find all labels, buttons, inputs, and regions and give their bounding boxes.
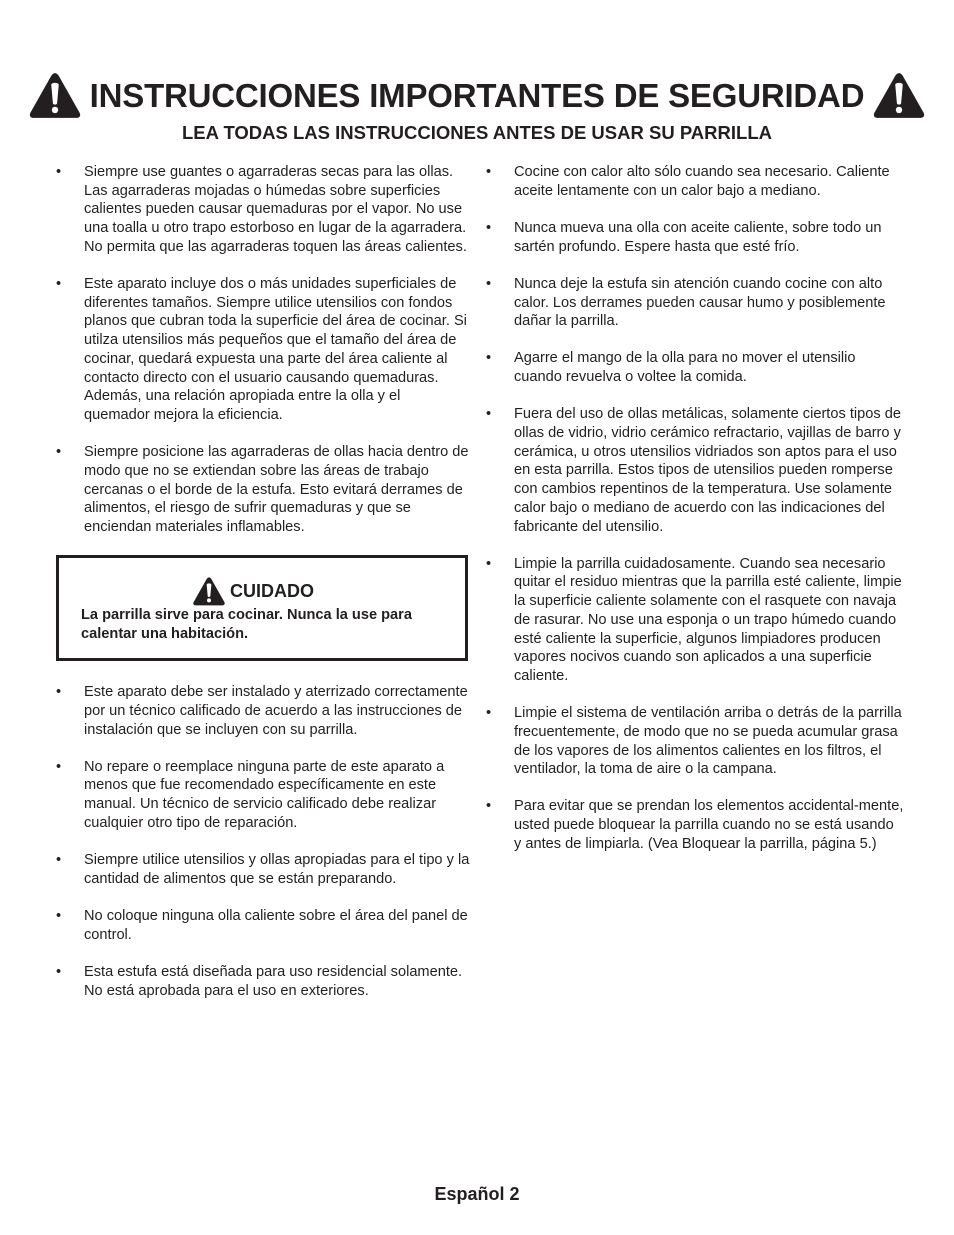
bullet: •: [56, 444, 62, 461]
list-item: [486, 555, 904, 686]
list-item-text: Este aparato incluye dos o más unidades superficiales de diferentes tamaños. Siempre utilice utensilios con fondos planos que cubran toda la superficie del área de cocinar. Si utilza utensilios más pequeños que el tamaño del área de cocinar, quedará expuesta una parte del área caliente al contacto directo con el usuario causando quemaduras. Además, una relación apropiada entre la olla y el quemador mejora la eficiencia.: [84, 276, 467, 423]
bullet: •: [486, 406, 492, 423]
list-item-text: Limpie la parrilla cuidadosamente. Cuando sea necesario quitar el residuo mientras que la parrilla esté caliente, limpie la superficie caliente solamente con el rasquete con navaja de rasurar. No use una esponja o un trapo húmedo cuando esté caliente la superficie, algunos limpiadores producen vapores nocivos cuando son aplicados a una superficie caliente.: [514, 555, 902, 684]
list-item: [56, 758, 470, 833]
list-item: [56, 907, 470, 944]
list-item-text: Limpie el sistema de ventilación arriba o detrás de la parrilla frecuentemente, de modo que no se pueda acumular grasa de los vapores de los alimentos calientes en los filtros, el ventilador, la toma de aire o la campana.: [514, 705, 902, 778]
left-column: [56, 163, 470, 1019]
bullet: •: [56, 684, 62, 701]
safety-list-bottom: [56, 683, 470, 1000]
bullet: •: [56, 276, 62, 293]
right-column: [486, 163, 904, 872]
bullet: •: [56, 758, 62, 775]
list-item: [486, 704, 904, 779]
bullet: •: [56, 907, 62, 924]
safety-list-right: [486, 163, 904, 854]
bullet: •: [486, 219, 492, 236]
bullet: •: [56, 963, 62, 980]
list-item-text: Siempre use guantes o agarraderas secas para las ollas. Las agarraderas mojadas o húmedas sobre superficies calientes pueden causar quemaduras por el vapor. No use una toalla u otro trapo estorboso en lugar de la agarradera. No permita que las agarraderas toquen las áreas calientes.: [84, 164, 467, 255]
list-item-text: Agarre el mango de la olla para no mover el utensilio cuando revuelva o voltee la comida.: [514, 350, 856, 386]
list-item-text: Siempre posicione las agarraderas de ollas hacia dentro de modo que no se extiendan sobre las áreas de trabajo cercanas o el borde de la estufa. Esto evitará derrames de alimentos, el riesgo de sufrir quemaduras y que se enciendan materiales inflamables.: [84, 444, 469, 535]
list-item: [56, 443, 470, 537]
list-item-text: Cocine con calor alto sólo cuando sea necesario. Caliente aceite lentamente con un calor bajo a mediano.: [514, 164, 890, 199]
warning-triangle-icon: [192, 576, 226, 606]
caution-label: CUIDADO: [230, 580, 314, 601]
list-item-text: Para evitar que se prendan los elementos accidental-mente, usted puede bloquear la parrilla cuando no se está usando y antes de limpiarla. (Vea Bloquear la parrilla, página 5.): [514, 798, 904, 852]
list-item-text: No coloque ninguna olla caliente sobre el área del panel de control.: [84, 907, 468, 943]
bullet: •: [486, 350, 492, 367]
page-number: Español 2: [434, 1184, 520, 1204]
caution-box: [56, 555, 468, 661]
list-item-text: No repare o reemplace ninguna parte de este aparato a menos que fue recomendado específicamente en este manual. Un técnico de servicio calificado debe realizar cualquier otro tipo de reparación.: [84, 758, 445, 831]
bullet: •: [486, 705, 492, 722]
caution-header: [51, 576, 455, 606]
safety-list-top: [56, 163, 470, 537]
list-item: [486, 349, 904, 386]
list-item: [56, 163, 470, 257]
warning-triangle-icon: [28, 71, 82, 119]
caution-text: La parrilla sirve para cocinar. Nunca la use para calentar una habitación.: [81, 607, 412, 642]
list-item: [486, 219, 904, 256]
list-item-text: Esta estufa está diseñada para uso residencial solamente. No está aprobada para el uso en exteriores.: [84, 963, 463, 999]
list-item: [56, 851, 470, 888]
list-item: [486, 405, 904, 536]
list-item: [486, 275, 904, 331]
list-item: [486, 797, 904, 853]
bullet: •: [486, 164, 492, 180]
bullet: •: [486, 275, 492, 292]
bullet: •: [56, 852, 62, 869]
list-item-text: Este aparato debe ser instalado y aterrizado correctamente por un técnico calificado de acuerdo a las instrucciones de instalación que se incluyen con su parrilla.: [84, 684, 468, 738]
bullet: •: [56, 164, 62, 180]
bullet: •: [486, 798, 492, 815]
page-subtitle: LEA TODAS LAS INSTRUCCIONES ANTES DE USAR SU PARRILLA: [182, 122, 772, 143]
warning-triangle-icon: [872, 71, 926, 119]
bullet: •: [486, 555, 492, 572]
page-title: INSTRUCCIONES IMPORTANTES DE SEGURIDAD: [89, 76, 865, 114]
page-header: [0, 64, 954, 126]
list-item: [56, 963, 470, 1000]
list-item-text: Nunca mueva una olla con aceite caliente, sobre todo un sartén profundo. Espere hasta que esté frío.: [514, 219, 882, 255]
list-item: [56, 275, 470, 425]
list-item-text: Fuera del uso de ollas metálicas, solamente ciertos tipos de ollas de vidrio, vidrio cerámico refractario, vajillas de barro y cerámica, u otros utensilios vidriados son aptos para el uso en esta parrilla. Estos tipos de utensilios pueden romperse con cambios repentinos de la temperatura. Use solamente calor bajo o mediano de acuerdo con las indicaciones del fabricante del utensilio.: [514, 406, 901, 535]
list-item-text: Nunca deje la estufa sin atención cuando cocine con alto calor. Los derrames pueden causar humo y posiblemente dañar la parrilla.: [514, 275, 886, 330]
list-item: [56, 683, 470, 739]
list-item-text: Siempre utilice utensilios y ollas apropiadas para el tipo y la cantidad de alimentos que se están preparando.: [84, 852, 470, 887]
list-item: [486, 163, 904, 200]
